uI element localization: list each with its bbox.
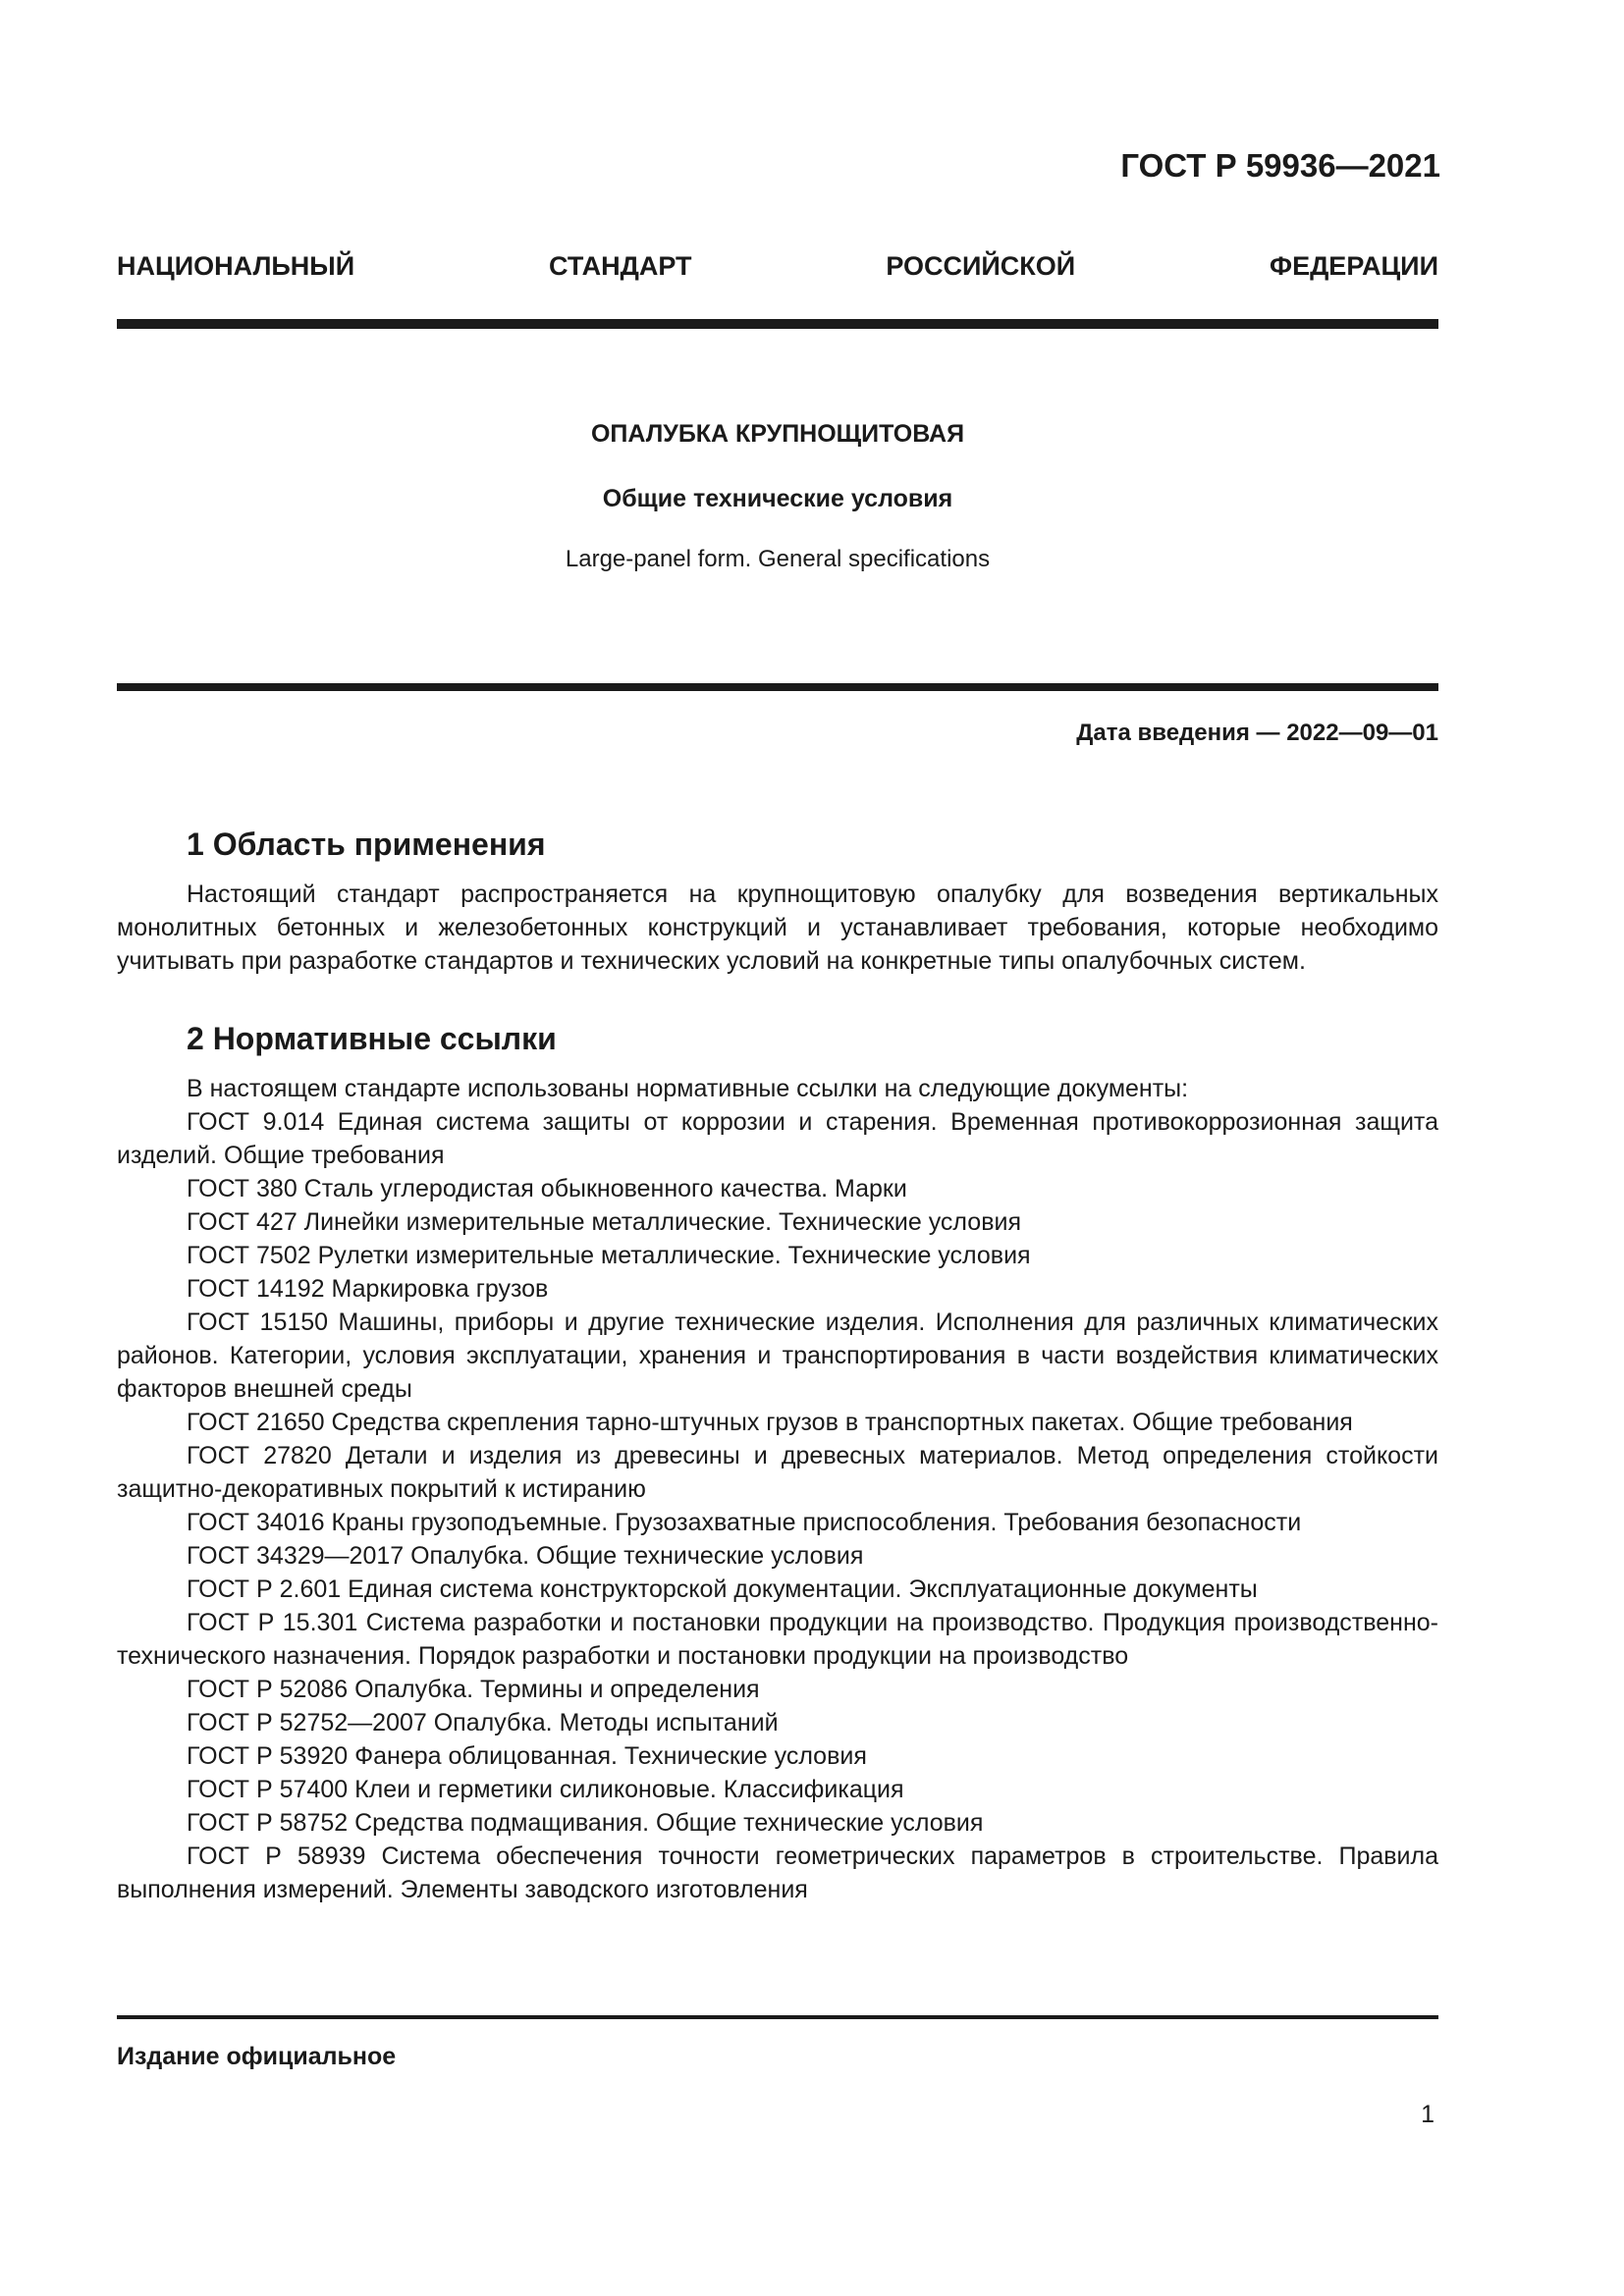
reference-item: ГОСТ Р 15.301 Система разработки и постановки продукции на производство. Продукция производственно-технического назначения. Порядок разработки и постановки продукции на производство	[117, 1609, 1438, 1670]
document-english-title: Large-panel form. General specifications	[565, 546, 991, 572]
reference-item: ГОСТ 27820 Детали и изделия из древесины и древесных материалов. Метод определения стойкости защитно-декоративных покрытий к истиранию	[117, 1442, 1438, 1503]
title-divider	[117, 683, 1438, 691]
reference-item: ГОСТ 34329—2017 Опалубка. Общие технические условия	[187, 1542, 864, 1570]
section-heading-references: 2 Нормативные ссылки	[187, 1021, 557, 1056]
document-subtitle: Общие технические условия	[602, 485, 953, 512]
reference-item: ГОСТ Р 52752—2007 Опалубка. Методы испытаний	[187, 1709, 779, 1736]
reference-item: ГОСТ 14192 Маркировка грузов	[187, 1275, 549, 1303]
reference-item: ГОСТ Р 53920 Фанера облицованная. Технические условия	[187, 1742, 867, 1770]
page-number: 1	[1421, 2101, 1435, 2128]
reference-item: ГОСТ Р 58939 Система обеспечения точности геометрических параметров в строительстве. Правила выполнения измерений. Элементы заводского изготовления	[117, 1842, 1438, 1903]
reference-item: ГОСТ 427 Линейки измерительные металлические. Технические условия	[187, 1208, 1021, 1236]
reference-item: ГОСТ 7502 Рулетки измерительные металлические. Технические условия	[187, 1242, 1031, 1269]
document-body	[117, 825, 1438, 1906]
reference-item: ГОСТ Р 2.601 Единая система конструкторской документации. Эксплуатационные документы	[187, 1575, 1258, 1603]
reference-item: ГОСТ Р 58752 Средства подмащивания. Общие технические условия	[187, 1809, 984, 1837]
section-heading-scope: 1 Область применения	[187, 827, 546, 862]
introduction-date: Дата введения — 2022—09—01	[1076, 720, 1438, 746]
reference-item: ГОСТ 15150 Машины, приборы и другие технические изделия. Исполнения для различных климатических районов. Категории, условия эксплуатации, хранения и транспортирования в части воздействия климатических факторов внешней среды	[117, 1308, 1438, 1403]
gost-number: ГОСТ Р 59936—2021	[1120, 147, 1440, 184]
edition-label: Издание официальное	[117, 2043, 397, 2070]
scope-paragraph: Настоящий стандарт распространяется на крупнощитовую опалубку для возведения вертикальных монолитных бетонных и железобетонных конструкций и устанавливает требования, которые необходимо учитывать при разработке стандартов и технических условий на конкретные типы опалубочных систем.	[117, 881, 1438, 975]
reference-item: ГОСТ Р 52086 Опалубка. Термины и определения	[187, 1676, 760, 1703]
top-divider	[117, 319, 1438, 329]
reference-item: ГОСТ 380 Сталь углеродистая обыкновенного качества. Марки	[187, 1175, 907, 1202]
national-standard-title: НАЦИОНАЛЬНЫЙ СТАНДАРТ РОССИЙСКОЙ ФЕДЕРАЦИИ	[117, 251, 1438, 281]
footer-divider	[117, 2015, 1438, 2019]
reference-item: ГОСТ 9.014 Единая система защиты от коррозии и старения. Временная противокоррозионная защита изделий. Общие требования	[117, 1108, 1438, 1169]
reference-item: ГОСТ 21650 Средства скрепления тарно-штучных грузов в транспортных пакетах. Общие требования	[187, 1409, 1353, 1436]
reference-item: ГОСТ Р 57400 Клеи и герметики силиконовые. Классификация	[187, 1776, 904, 1803]
document-title: ОПАЛУБКА КРУПНОЩИТОВАЯ	[590, 420, 965, 448]
reference-item: ГОСТ 34016 Краны грузоподъемные. Грузозахватные приспособления. Требования безопасности	[187, 1509, 1302, 1536]
references-intro: В настоящем стандарте использованы нормативные ссылки на следующие документы:	[187, 1075, 1189, 1102]
